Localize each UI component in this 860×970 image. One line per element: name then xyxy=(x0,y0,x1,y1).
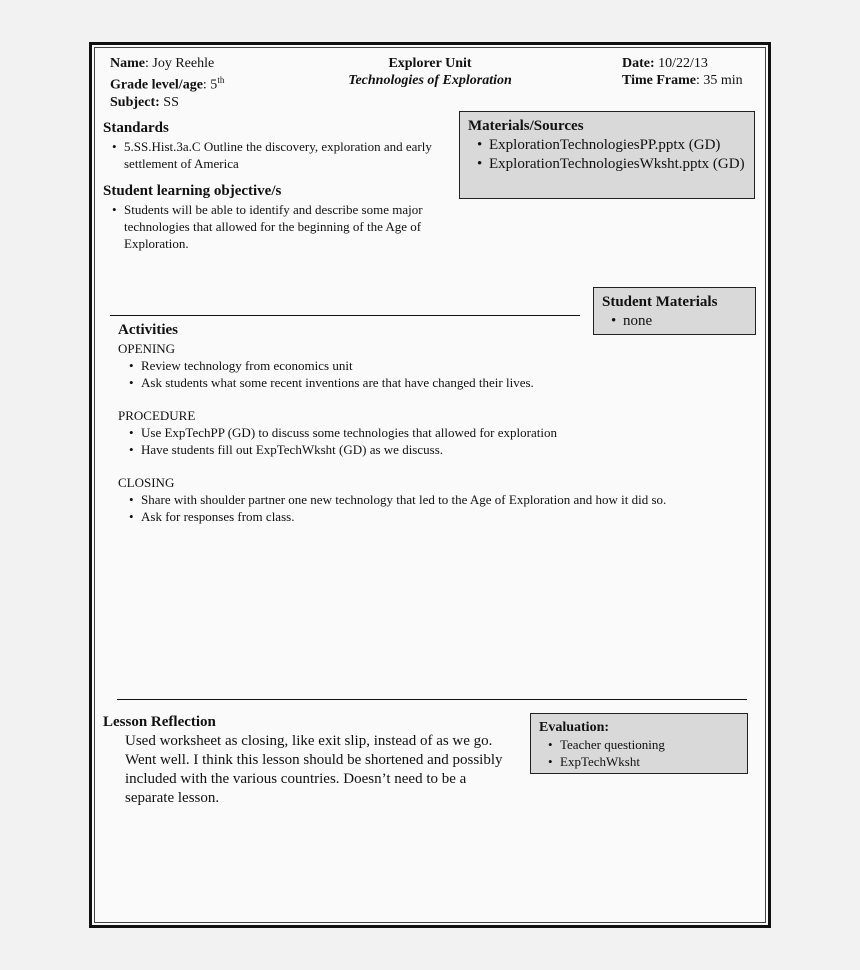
grade-line xyxy=(110,72,340,94)
evaluation-list xyxy=(545,736,739,770)
procedure-item: • Use ExpTechPP (GD) to discuss some technologies that allowed for exploration xyxy=(126,424,738,441)
date-header xyxy=(622,55,762,89)
grade-value: : 5 xyxy=(202,77,218,93)
name-line xyxy=(110,55,340,72)
standards-item: • 5.SS.Hist.3a.C Outline the discovery, exploration and early settlement of America xyxy=(109,138,443,172)
subject-label: Subject: xyxy=(110,94,160,110)
header-info xyxy=(110,55,340,111)
closing-item: • Ask for responses from class. xyxy=(126,508,738,525)
timeframe-line xyxy=(622,72,762,89)
date-line xyxy=(622,55,762,72)
materials-heading: Materials/Sources xyxy=(468,118,584,134)
procedure-label: PROCEDURE xyxy=(118,408,196,423)
procedure-item: • Have students fill out ExpTechWksht (GD) as we discuss. xyxy=(126,441,738,458)
materials-item: • ExplorationTechnologiesWksht.pptx (GD) xyxy=(474,155,746,174)
subject-line xyxy=(110,94,340,111)
objectives-heading: Student learning objective/s xyxy=(103,183,282,199)
name-value: : Joy Reehle xyxy=(145,56,215,71)
evaluation-item: • Teacher questioning xyxy=(545,736,739,753)
standards-section xyxy=(103,119,443,172)
student-materials-item: • none xyxy=(608,312,747,331)
opening-label: OPENING xyxy=(118,341,176,356)
reflection-divider xyxy=(117,699,747,700)
procedure-list xyxy=(126,424,738,458)
lesson-title: Technologies of Exploration xyxy=(348,73,512,88)
opening-item: • Ask students what some recent inventions are that have changed their lives. xyxy=(126,374,738,391)
date-value: 10/22/13 xyxy=(654,56,708,71)
objectives-list xyxy=(109,201,443,252)
subject-value: SS xyxy=(159,94,179,110)
activities-section xyxy=(118,321,738,525)
reflection-heading: Lesson Reflection xyxy=(103,714,216,730)
opening-item: • Review technology from economics unit xyxy=(126,357,738,374)
objectives-item: • Students will be able to identify and describe some major technologies that allowed for the beginning of the Age of Exploration. xyxy=(109,201,443,252)
standards-list xyxy=(109,138,443,172)
evaluation-heading: Evaluation: xyxy=(539,720,610,735)
lesson-plan-page xyxy=(89,42,771,928)
closing-label: CLOSING xyxy=(118,475,175,490)
name-label: Name xyxy=(110,56,145,71)
student-materials-heading: Student Materials xyxy=(602,294,718,310)
standards-heading: Standards xyxy=(103,120,169,136)
opening-list xyxy=(126,357,738,391)
date-label: Date: xyxy=(622,56,655,71)
materials-item: • ExplorationTechnologiesPP.pptx (GD) xyxy=(474,136,746,155)
timeframe-value: : 35 min xyxy=(696,73,743,88)
unit-title: Explorer Unit xyxy=(388,56,472,71)
activities-divider xyxy=(110,315,580,316)
activities-heading: Activities xyxy=(118,322,178,338)
grade-label: Grade level/age xyxy=(110,77,203,93)
grade-sup: th xyxy=(217,75,225,85)
closing-list xyxy=(126,491,738,525)
reflection-text: Used worksheet as closing, like exit slip, instead of as we go. Went well. I think this lesson should be shortened and possibly included with the various countries. Doesn’t need to be a separate lesson. xyxy=(125,733,503,806)
materials-box xyxy=(459,111,755,199)
timeframe-label: Time Frame xyxy=(622,73,696,88)
objectives-section xyxy=(103,182,443,252)
reflection-section xyxy=(103,713,513,808)
materials-list xyxy=(474,136,746,174)
unit-header xyxy=(320,55,540,89)
evaluation-item: • ExpTechWksht xyxy=(545,753,739,770)
closing-item: • Share with shoulder partner one new technology that led to the Age of Exploration and how it did so. xyxy=(126,491,738,508)
evaluation-box xyxy=(530,713,748,774)
